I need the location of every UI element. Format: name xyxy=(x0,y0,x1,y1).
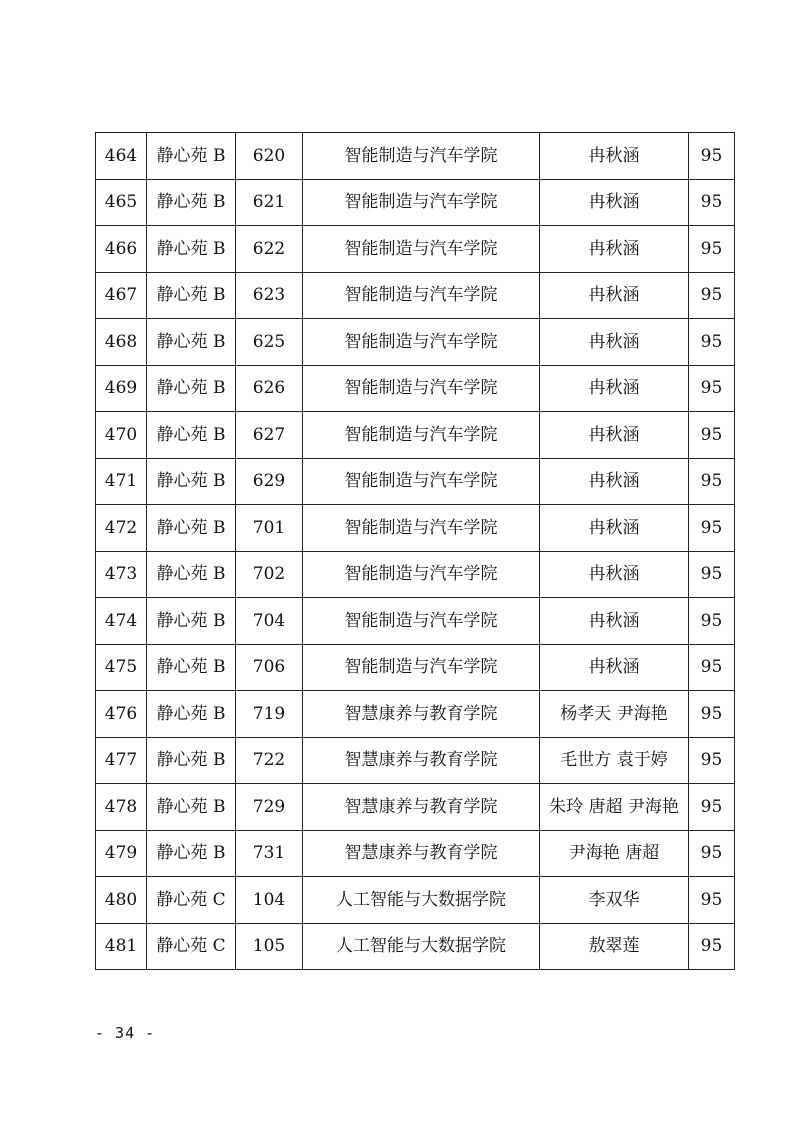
room-cell: 706 xyxy=(236,644,303,691)
building-cell: 静心苑 B xyxy=(147,179,236,226)
college-cell: 智能制造与汽车学院 xyxy=(303,133,540,180)
room-cell: 105 xyxy=(236,923,303,970)
row-index-cell: 481 xyxy=(96,923,147,970)
score-cell: 95 xyxy=(689,412,735,459)
building-cell: 静心苑 B xyxy=(147,226,236,273)
college-cell: 智能制造与汽车学院 xyxy=(303,551,540,598)
table-row xyxy=(96,691,735,738)
table-row xyxy=(96,923,735,970)
room-cell: 623 xyxy=(236,272,303,319)
score-cell: 95 xyxy=(689,691,735,738)
inspector-cell: 冉秋涵 xyxy=(540,458,689,505)
college-cell: 智能制造与汽车学院 xyxy=(303,644,540,691)
score-cell: 95 xyxy=(689,458,735,505)
college-cell: 智能制造与汽车学院 xyxy=(303,272,540,319)
building-cell: 静心苑 B xyxy=(147,784,236,831)
college-cell: 智能制造与汽车学院 xyxy=(303,412,540,459)
inspector-cell: 李双华 xyxy=(540,877,689,924)
building-cell: 静心苑 C xyxy=(147,877,236,924)
inspector-cell: 冉秋涵 xyxy=(540,319,689,366)
table-body xyxy=(96,133,735,970)
data-table xyxy=(95,132,735,970)
building-cell: 静心苑 B xyxy=(147,830,236,877)
table-row xyxy=(96,505,735,552)
score-cell: 95 xyxy=(689,877,735,924)
building-cell: 静心苑 B xyxy=(147,412,236,459)
score-cell: 95 xyxy=(689,272,735,319)
row-index-cell: 472 xyxy=(96,505,147,552)
row-index-cell: 464 xyxy=(96,133,147,180)
score-cell: 95 xyxy=(689,133,735,180)
table-row xyxy=(96,644,735,691)
inspector-cell: 冉秋涵 xyxy=(540,133,689,180)
inspector-cell: 冉秋涵 xyxy=(540,365,689,412)
inspector-cell: 冉秋涵 xyxy=(540,598,689,645)
room-cell: 621 xyxy=(236,179,303,226)
table-row xyxy=(96,319,735,366)
row-index-cell: 468 xyxy=(96,319,147,366)
score-cell: 95 xyxy=(689,551,735,598)
building-cell: 静心苑 C xyxy=(147,923,236,970)
building-cell: 静心苑 B xyxy=(147,319,236,366)
row-index-cell: 470 xyxy=(96,412,147,459)
row-index-cell: 475 xyxy=(96,644,147,691)
inspector-cell: 尹海艳 唐超 xyxy=(540,830,689,877)
college-cell: 智慧康养与教育学院 xyxy=(303,737,540,784)
table-row xyxy=(96,412,735,459)
row-index-cell: 465 xyxy=(96,179,147,226)
college-cell: 智能制造与汽车学院 xyxy=(303,598,540,645)
college-cell: 智能制造与汽车学院 xyxy=(303,458,540,505)
score-cell: 95 xyxy=(689,923,735,970)
row-index-cell: 466 xyxy=(96,226,147,273)
college-cell: 人工智能与大数据学院 xyxy=(303,877,540,924)
building-cell: 静心苑 B xyxy=(147,598,236,645)
building-cell: 静心苑 B xyxy=(147,133,236,180)
inspector-cell: 冉秋涵 xyxy=(540,412,689,459)
building-cell: 静心苑 B xyxy=(147,737,236,784)
score-cell: 95 xyxy=(689,365,735,412)
inspector-cell: 冉秋涵 xyxy=(540,644,689,691)
room-cell: 702 xyxy=(236,551,303,598)
college-cell: 人工智能与大数据学院 xyxy=(303,923,540,970)
building-cell: 静心苑 B xyxy=(147,644,236,691)
table-row xyxy=(96,784,735,831)
inspector-cell: 冉秋涵 xyxy=(540,272,689,319)
score-cell: 95 xyxy=(689,830,735,877)
row-index-cell: 478 xyxy=(96,784,147,831)
building-cell: 静心苑 B xyxy=(147,691,236,738)
college-cell: 智能制造与汽车学院 xyxy=(303,505,540,552)
room-cell: 104 xyxy=(236,877,303,924)
table-row xyxy=(96,365,735,412)
row-index-cell: 469 xyxy=(96,365,147,412)
table-row xyxy=(96,133,735,180)
inspector-cell: 冉秋涵 xyxy=(540,179,689,226)
building-cell: 静心苑 B xyxy=(147,365,236,412)
inspector-cell: 敖翠莲 xyxy=(540,923,689,970)
table-row xyxy=(96,179,735,226)
room-cell: 629 xyxy=(236,458,303,505)
row-index-cell: 473 xyxy=(96,551,147,598)
room-cell: 701 xyxy=(236,505,303,552)
college-cell: 智慧康养与教育学院 xyxy=(303,830,540,877)
inspector-cell: 冉秋涵 xyxy=(540,551,689,598)
building-cell: 静心苑 B xyxy=(147,505,236,552)
table-row xyxy=(96,598,735,645)
score-cell: 95 xyxy=(689,644,735,691)
room-cell: 704 xyxy=(236,598,303,645)
inspector-cell: 杨孝天 尹海艳 xyxy=(540,691,689,738)
score-cell: 95 xyxy=(689,737,735,784)
inspector-cell: 冉秋涵 xyxy=(540,505,689,552)
table-row xyxy=(96,272,735,319)
college-cell: 智能制造与汽车学院 xyxy=(303,319,540,366)
college-cell: 智能制造与汽车学院 xyxy=(303,179,540,226)
row-index-cell: 476 xyxy=(96,691,147,738)
row-index-cell: 479 xyxy=(96,830,147,877)
college-cell: 智能制造与汽车学院 xyxy=(303,226,540,273)
score-cell: 95 xyxy=(689,319,735,366)
building-cell: 静心苑 B xyxy=(147,458,236,505)
room-cell: 729 xyxy=(236,784,303,831)
table-row xyxy=(96,877,735,924)
table-row xyxy=(96,226,735,273)
row-index-cell: 471 xyxy=(96,458,147,505)
room-cell: 626 xyxy=(236,365,303,412)
room-cell: 722 xyxy=(236,737,303,784)
score-cell: 95 xyxy=(689,784,735,831)
room-cell: 622 xyxy=(236,226,303,273)
room-cell: 719 xyxy=(236,691,303,738)
row-index-cell: 477 xyxy=(96,737,147,784)
room-cell: 731 xyxy=(236,830,303,877)
score-cell: 95 xyxy=(689,179,735,226)
building-cell: 静心苑 B xyxy=(147,551,236,598)
college-cell: 智慧康养与教育学院 xyxy=(303,691,540,738)
table-row xyxy=(96,458,735,505)
inspector-cell: 朱玲 唐超 尹海艳 xyxy=(540,784,689,831)
room-cell: 620 xyxy=(236,133,303,180)
score-cell: 95 xyxy=(689,598,735,645)
score-cell: 95 xyxy=(689,505,735,552)
page-number: - 34 - xyxy=(95,1024,156,1042)
inspector-cell: 冉秋涵 xyxy=(540,226,689,273)
row-index-cell: 467 xyxy=(96,272,147,319)
table-row xyxy=(96,551,735,598)
room-cell: 627 xyxy=(236,412,303,459)
college-cell: 智慧康养与教育学院 xyxy=(303,784,540,831)
room-cell: 625 xyxy=(236,319,303,366)
row-index-cell: 474 xyxy=(96,598,147,645)
college-cell: 智能制造与汽车学院 xyxy=(303,365,540,412)
row-index-cell: 480 xyxy=(96,877,147,924)
score-cell: 95 xyxy=(689,226,735,273)
table-row xyxy=(96,737,735,784)
inspector-cell: 毛世方 袁于婷 xyxy=(540,737,689,784)
building-cell: 静心苑 B xyxy=(147,272,236,319)
table-row xyxy=(96,830,735,877)
